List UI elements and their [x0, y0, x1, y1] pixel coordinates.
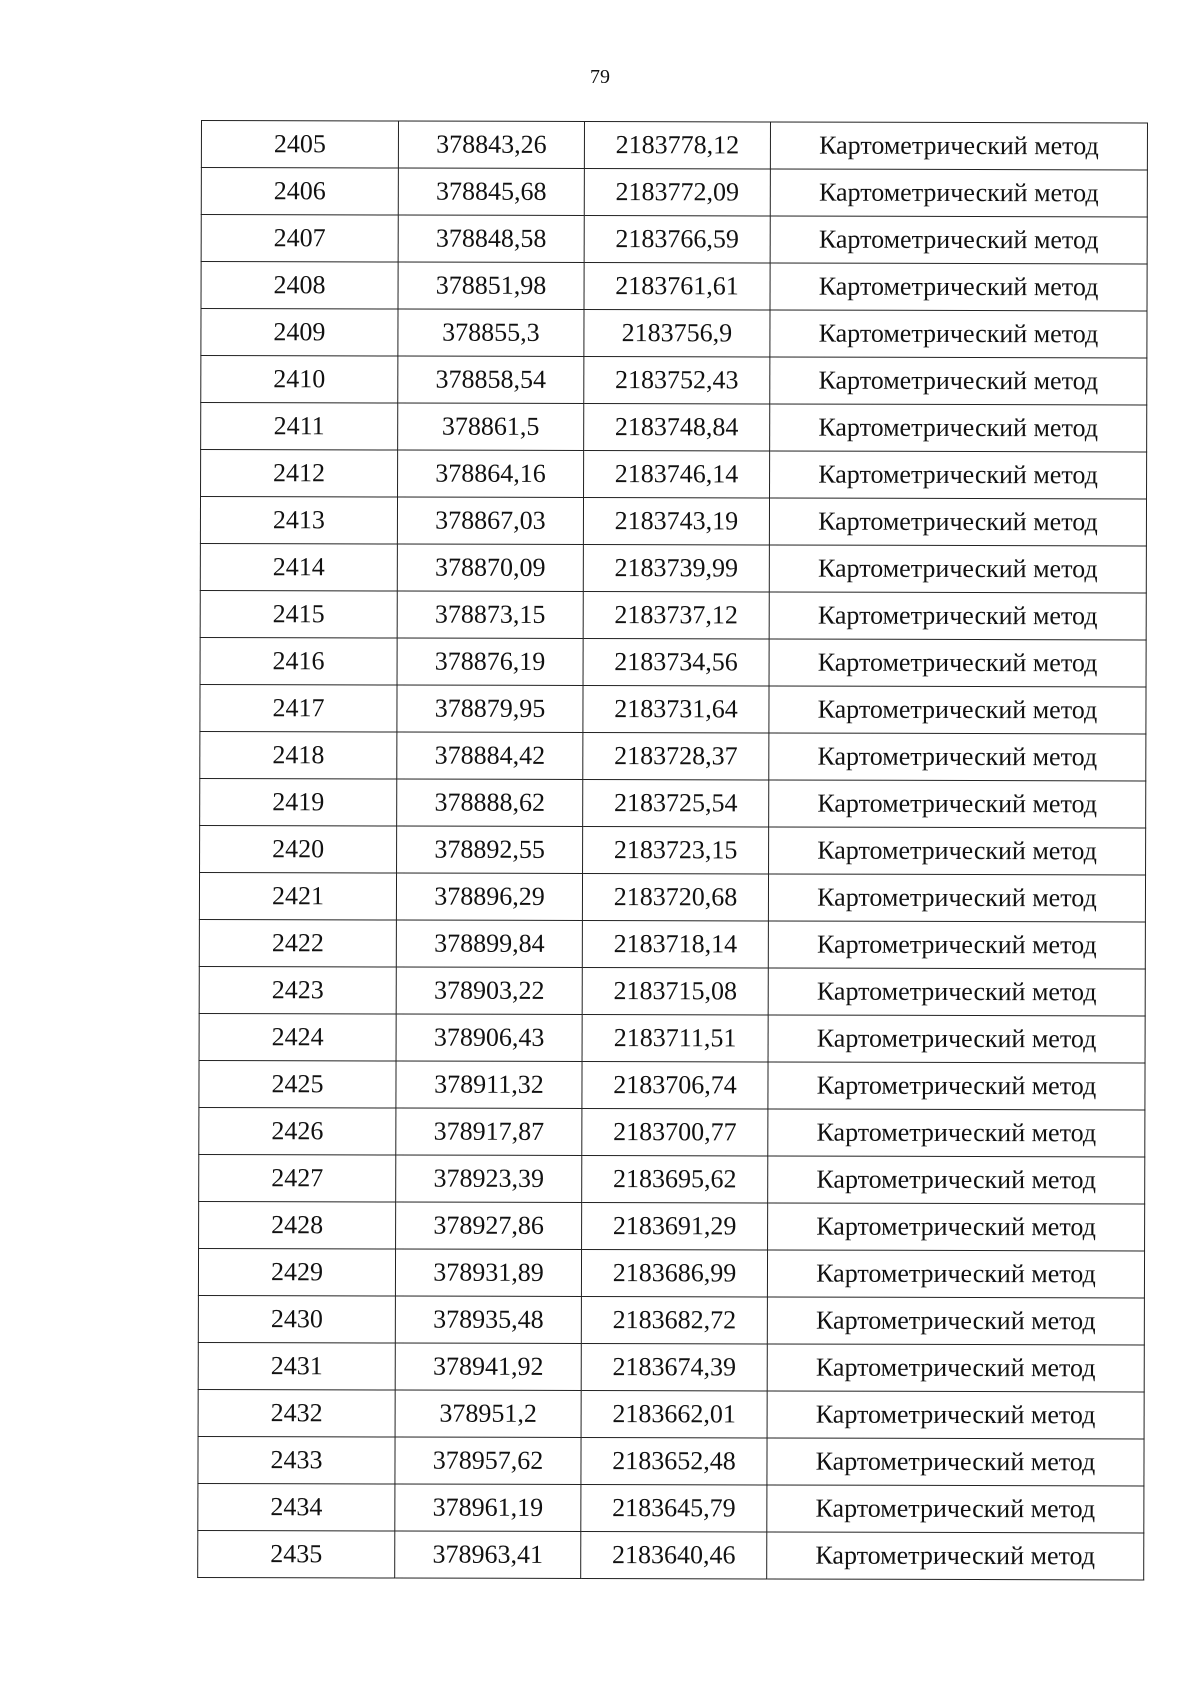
point-number-cell: 2420 [200, 825, 397, 873]
y-coordinate-cell: 2183739,99 [583, 545, 769, 592]
point-number-cell: 2429 [198, 1248, 395, 1296]
y-coordinate-cell: 2183640,46 [581, 1531, 767, 1578]
y-coordinate-cell: 2183761,61 [584, 263, 770, 310]
x-coordinate-cell: 378906,43 [396, 1014, 582, 1061]
y-coordinate-cell: 2183682,72 [581, 1297, 767, 1344]
method-cell: Картометрический метод [770, 122, 1147, 170]
method-cell: Картометрический метод [768, 968, 1145, 1016]
table-row [201, 450, 1147, 499]
y-coordinate-cell: 2183686,99 [581, 1250, 767, 1297]
method-cell: Картометрический метод [770, 169, 1147, 217]
y-coordinate-cell: 2183748,84 [584, 404, 770, 451]
table-row [200, 684, 1146, 733]
point-number-cell: 2413 [200, 497, 397, 545]
table-row [198, 1248, 1144, 1297]
point-number-cell: 2431 [198, 1342, 395, 1390]
x-coordinate-cell: 378851,98 [398, 262, 584, 309]
point-number-cell: 2405 [201, 121, 398, 169]
point-number-cell: 2415 [200, 590, 397, 638]
method-cell: Картометрический метод [769, 686, 1146, 734]
method-cell: Картометрический метод [769, 498, 1146, 546]
y-coordinate-cell: 2183711,51 [582, 1015, 768, 1062]
y-coordinate-cell: 2183756,9 [584, 310, 770, 357]
table-row [198, 1389, 1144, 1438]
y-coordinate-cell: 2183731,64 [583, 686, 769, 733]
point-number-cell: 2407 [201, 215, 398, 263]
y-coordinate-cell: 2183674,39 [581, 1343, 767, 1390]
method-cell: Картометрический метод [768, 1156, 1145, 1204]
method-cell: Картометрический метод [770, 357, 1147, 405]
y-coordinate-cell: 2183645,79 [581, 1484, 767, 1531]
table-row [198, 1295, 1144, 1344]
method-cell: Картометрический метод [769, 592, 1146, 640]
x-coordinate-cell: 378892,55 [397, 826, 583, 873]
x-coordinate-cell: 378963,41 [395, 1531, 581, 1578]
x-coordinate-cell: 378861,5 [398, 403, 584, 450]
table-row [200, 778, 1146, 827]
method-cell: Картометрический метод [768, 874, 1145, 922]
method-cell: Картометрический метод [770, 216, 1147, 264]
method-cell: Картометрический метод [767, 1297, 1144, 1345]
point-number-cell: 2424 [199, 1013, 396, 1061]
x-coordinate-cell: 378923,39 [396, 1155, 582, 1202]
x-coordinate-cell: 378873,15 [397, 591, 583, 638]
x-coordinate-cell: 378845,68 [398, 168, 584, 215]
table-row [199, 1013, 1145, 1062]
point-number-cell: 2414 [200, 543, 397, 591]
y-coordinate-cell: 2183728,37 [583, 733, 769, 780]
point-number-cell: 2419 [200, 778, 397, 826]
point-number-cell: 2422 [199, 919, 396, 967]
table-row [201, 262, 1147, 311]
table-row [201, 309, 1147, 358]
point-number-cell: 2435 [198, 1530, 395, 1578]
table-row [200, 731, 1146, 780]
method-cell: Картометрический метод [768, 1109, 1145, 1157]
point-number-cell: 2430 [198, 1295, 395, 1343]
x-coordinate-cell: 378917,87 [396, 1108, 582, 1155]
x-coordinate-cell: 378957,62 [395, 1437, 581, 1484]
point-number-cell: 2409 [201, 309, 398, 357]
table-row [198, 1342, 1144, 1391]
point-number-cell: 2434 [198, 1483, 395, 1531]
method-cell: Картометрический метод [769, 545, 1146, 593]
point-number-cell: 2410 [201, 356, 398, 404]
point-number-cell: 2428 [199, 1201, 396, 1249]
x-coordinate-cell: 378903,22 [396, 967, 582, 1014]
method-cell: Картометрический метод [767, 1344, 1144, 1392]
y-coordinate-cell: 2183718,14 [582, 921, 768, 968]
y-coordinate-cell: 2183662,01 [581, 1390, 767, 1437]
point-number-cell: 2411 [201, 403, 398, 451]
y-coordinate-cell: 2183723,15 [583, 827, 769, 874]
y-coordinate-cell: 2183652,48 [581, 1437, 767, 1484]
x-coordinate-cell: 378848,58 [398, 215, 584, 262]
point-number-cell: 2423 [199, 966, 396, 1014]
x-coordinate-cell: 378961,19 [395, 1484, 581, 1531]
x-coordinate-cell: 378870,09 [397, 544, 583, 591]
page-number: 79 [590, 66, 610, 88]
table-row [201, 356, 1147, 405]
x-coordinate-cell: 378899,84 [396, 920, 582, 967]
method-cell: Картометрический метод [767, 1532, 1144, 1580]
y-coordinate-cell: 2183700,77 [582, 1109, 768, 1156]
y-coordinate-cell: 2183695,62 [582, 1156, 768, 1203]
point-number-cell: 2417 [200, 684, 397, 732]
method-cell: Картометрический метод [767, 1485, 1144, 1533]
table-row [201, 168, 1147, 217]
point-number-cell: 2412 [201, 450, 398, 498]
x-coordinate-cell: 378884,42 [397, 732, 583, 779]
table-row [200, 543, 1146, 592]
table-row [199, 1107, 1145, 1156]
table-row [199, 1201, 1145, 1250]
y-coordinate-cell: 2183706,74 [582, 1062, 768, 1109]
table-row [201, 403, 1147, 452]
table-row [198, 1483, 1144, 1532]
y-coordinate-cell: 2183737,12 [583, 592, 769, 639]
table-row [199, 1154, 1145, 1203]
table-row [200, 637, 1146, 686]
x-coordinate-cell: 378911,32 [396, 1061, 582, 1108]
coordinates-table [197, 120, 1148, 1580]
point-number-cell: 2426 [199, 1107, 396, 1155]
x-coordinate-cell: 378896,29 [396, 873, 582, 920]
x-coordinate-cell: 378951,2 [395, 1390, 581, 1437]
point-number-cell: 2406 [201, 168, 398, 216]
coordinates-table-body [198, 121, 1148, 1580]
y-coordinate-cell: 2183734,56 [583, 639, 769, 686]
y-coordinate-cell: 2183752,43 [584, 357, 770, 404]
point-number-cell: 2418 [200, 731, 397, 779]
table-row [198, 1436, 1144, 1485]
method-cell: Картометрический метод [770, 310, 1147, 358]
x-coordinate-cell: 378931,89 [395, 1249, 581, 1296]
point-number-cell: 2425 [199, 1060, 396, 1108]
x-coordinate-cell: 378858,54 [398, 356, 584, 403]
table-row [199, 1060, 1145, 1109]
x-coordinate-cell: 378855,3 [398, 309, 584, 356]
y-coordinate-cell: 2183778,12 [584, 122, 770, 169]
method-cell: Картометрический метод [769, 780, 1146, 828]
method-cell: Картометрический метод [770, 404, 1147, 452]
method-cell: Картометрический метод [767, 1391, 1144, 1439]
method-cell: Картометрический метод [767, 1250, 1144, 1298]
method-cell: Картометрический метод [770, 263, 1147, 311]
point-number-cell: 2427 [199, 1154, 396, 1202]
table-row [201, 215, 1147, 264]
method-cell: Картометрический метод [769, 827, 1146, 875]
table-row [199, 872, 1145, 921]
x-coordinate-cell: 378843,26 [398, 121, 584, 168]
method-cell: Картометрический метод [768, 1062, 1145, 1110]
method-cell: Картометрический метод [767, 1438, 1144, 1486]
y-coordinate-cell: 2183691,29 [582, 1203, 768, 1250]
table-row [198, 1530, 1144, 1579]
table-row [201, 121, 1147, 170]
point-number-cell: 2433 [198, 1436, 395, 1484]
x-coordinate-cell: 378876,19 [397, 638, 583, 685]
point-number-cell: 2432 [198, 1389, 395, 1437]
point-number-cell: 2408 [201, 262, 398, 310]
point-number-cell: 2416 [200, 637, 397, 685]
method-cell: Картометрический метод [768, 921, 1145, 969]
x-coordinate-cell: 378935,48 [395, 1296, 581, 1343]
table-row [200, 497, 1146, 546]
y-coordinate-cell: 2183746,14 [584, 451, 770, 498]
x-coordinate-cell: 378867,03 [397, 497, 583, 544]
method-cell: Картометрический метод [769, 733, 1146, 781]
y-coordinate-cell: 2183743,19 [583, 498, 769, 545]
table-row [200, 825, 1146, 874]
x-coordinate-cell: 378879,95 [397, 685, 583, 732]
table-row [199, 919, 1145, 968]
x-coordinate-cell: 378864,16 [398, 450, 584, 497]
y-coordinate-cell: 2183766,59 [584, 216, 770, 263]
y-coordinate-cell: 2183715,08 [582, 968, 768, 1015]
method-cell: Картометрический метод [768, 1203, 1145, 1251]
x-coordinate-cell: 378927,86 [396, 1202, 582, 1249]
table-row [200, 590, 1146, 639]
table-row [199, 966, 1145, 1015]
method-cell: Картометрический метод [769, 639, 1146, 687]
y-coordinate-cell: 2183725,54 [583, 780, 769, 827]
y-coordinate-cell: 2183772,09 [584, 169, 770, 216]
point-number-cell: 2421 [199, 872, 396, 920]
method-cell: Картометрический метод [768, 1015, 1145, 1063]
x-coordinate-cell: 378941,92 [395, 1343, 581, 1390]
y-coordinate-cell: 2183720,68 [582, 874, 768, 921]
method-cell: Картометрический метод [770, 451, 1147, 499]
x-coordinate-cell: 378888,62 [397, 779, 583, 826]
